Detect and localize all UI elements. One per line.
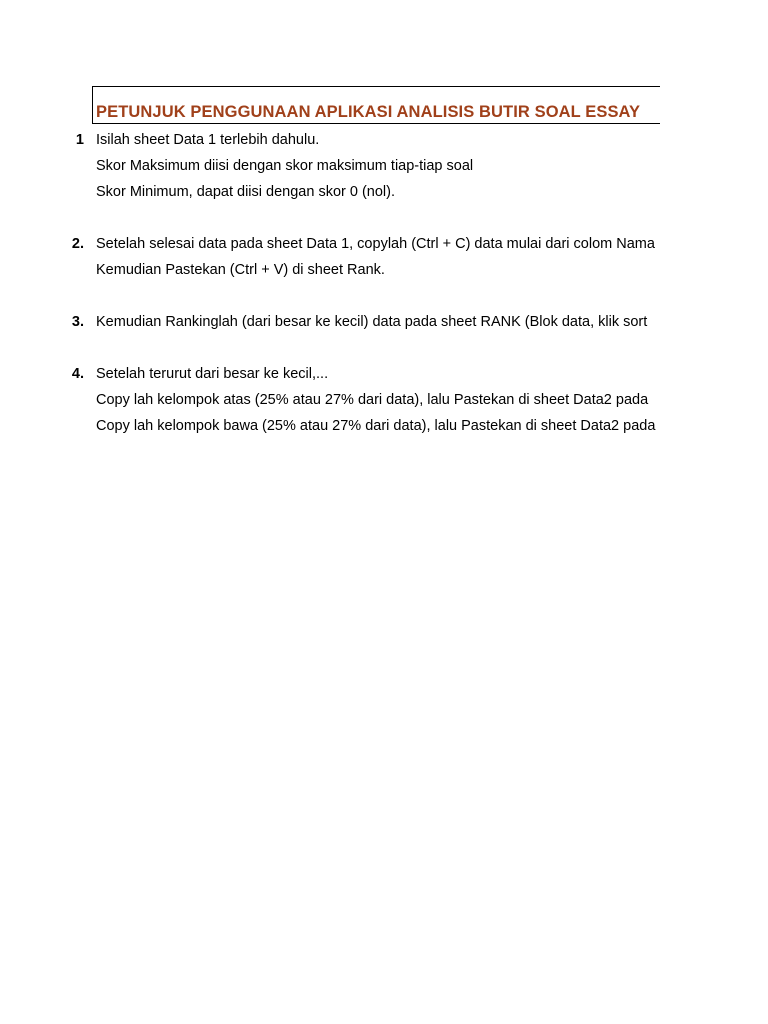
step-line: Kemudian Rankinglah (dari besar ke kecil) data pada sheet RANK (Blok data, klik sort <box>96 314 648 330</box>
title-cell <box>92 86 660 124</box>
step-number: 1 <box>75 132 84 148</box>
step-line: Skor Minimum, dapat diisi dengan skor 0 (nol). <box>96 184 395 200</box>
step-line: Skor Maksimum diisi dengan skor maksimum tiap-tiap soal <box>96 158 474 174</box>
step-number: 3. <box>71 314 84 330</box>
page-title: PETUNJUK PENGGUNAAN APLIKASI ANALISIS BUTIR SOAL ESSAY <box>96 103 641 121</box>
step-number: 2. <box>71 236 84 252</box>
step-number: 4. <box>71 366 84 382</box>
step-line: Copy lah kelompok bawa (25% atau 27% dari data), lalu Pastekan di sheet Data2 pada <box>96 418 656 434</box>
step-line: Kemudian Pastekan (Ctrl + V) di sheet Rank. <box>96 262 385 278</box>
step-line: Isilah sheet Data 1 terlebih dahulu. <box>96 132 320 148</box>
step-line: Setelah terurut dari besar ke kecil,... <box>96 366 329 382</box>
step-line: Setelah selesai data pada sheet Data 1, copylah (Ctrl + C) data mulai dari colom Nama <box>96 236 655 252</box>
step-line: Copy lah kelompok atas (25% atau 27% dari data), lalu Pastekan di sheet Data2 pada <box>96 392 649 408</box>
